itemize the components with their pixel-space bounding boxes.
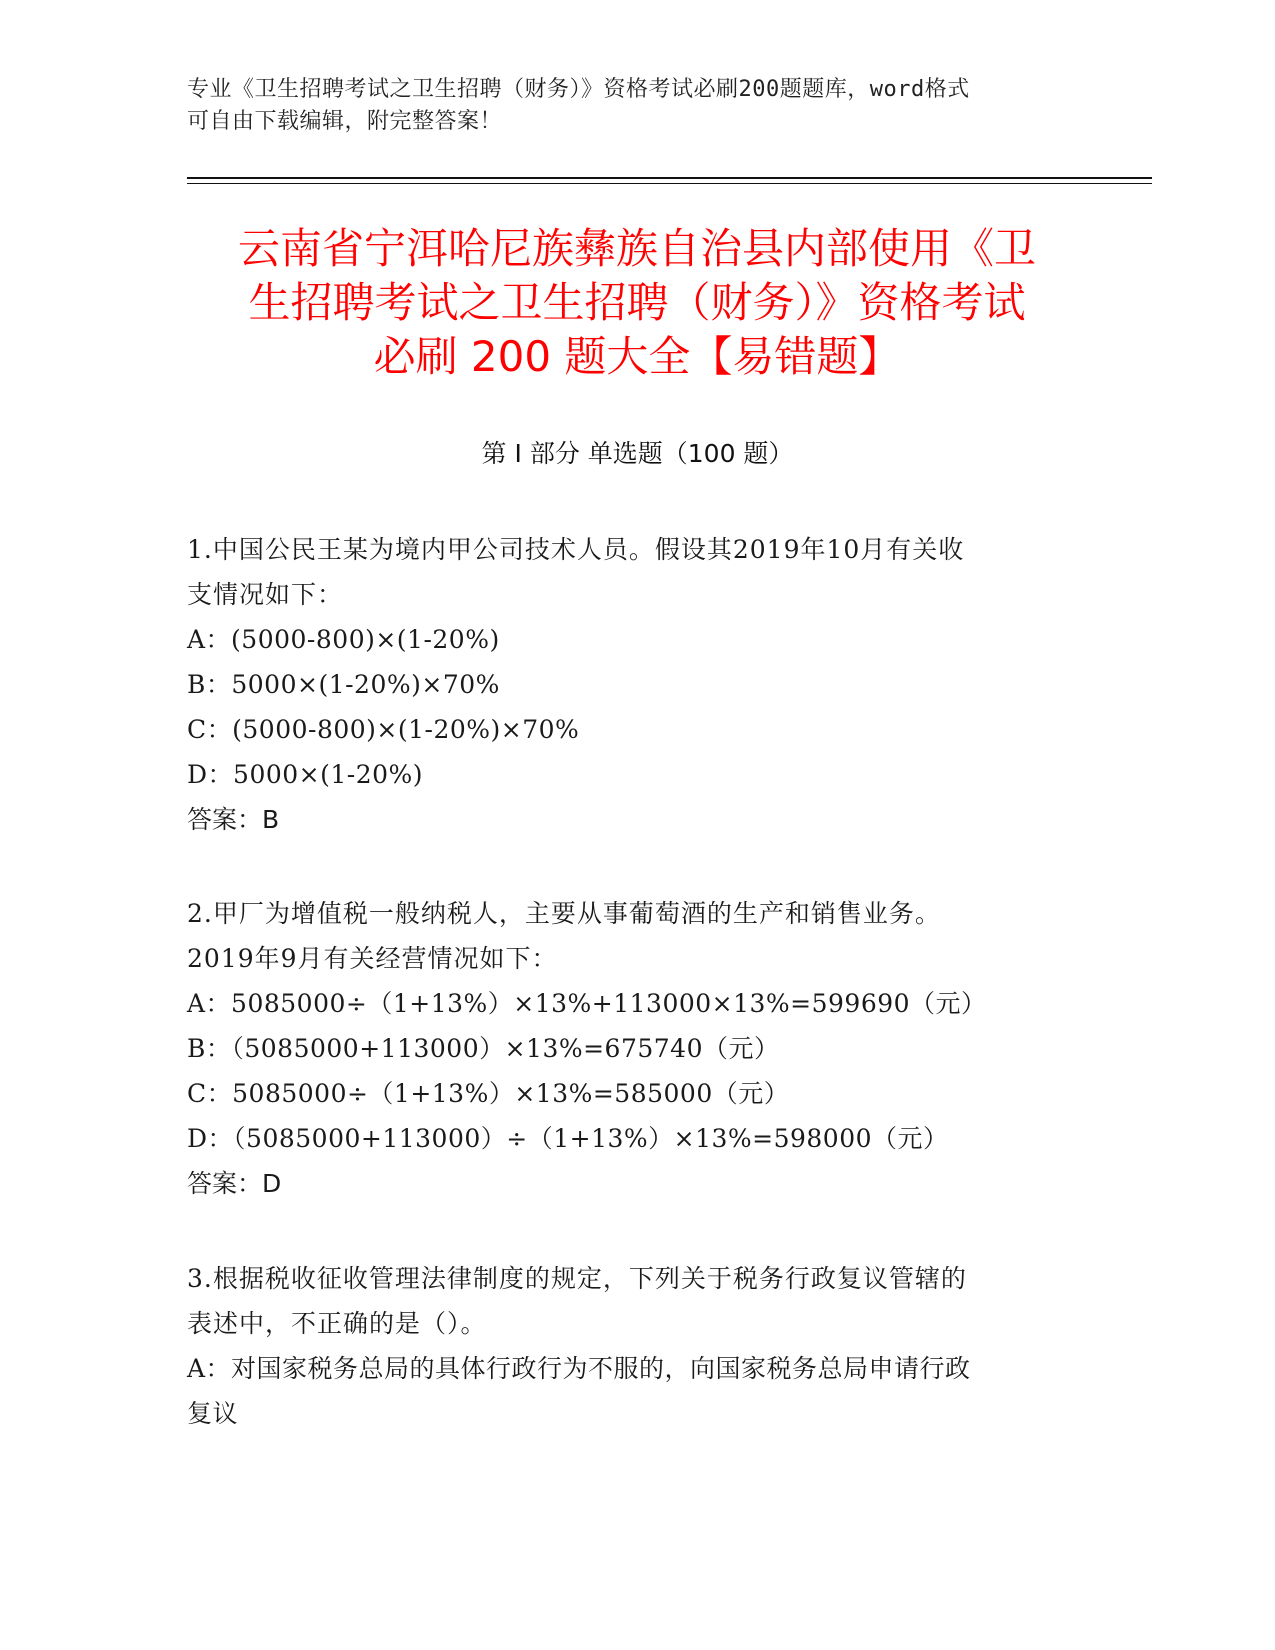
option-c: C：(5000-800)×(1-20%)×70%: [187, 715, 580, 744]
option-d: D：5000×(1-20%): [187, 760, 424, 789]
document-title-line-3: 必刷 200 题大全【易错题】: [373, 332, 901, 381]
question-text-line-2: 2019年9月有关经营情况如下：: [187, 944, 558, 973]
answer: 答案：D: [187, 1169, 282, 1198]
option-a: A：5085000÷（1+13%）×13%+113000×13%=599690（元）: [187, 989, 987, 1018]
option-a-continuation: 复议: [187, 1399, 239, 1428]
document-title: [187, 222, 1087, 384]
question-text-line-1: 1.中国公民王某为境内甲公司技术人员。假设其2019年10月有关收: [187, 535, 965, 564]
question-1: [187, 527, 1067, 842]
option-a: A：对国家税务总局的具体行政行为不服的，向国家税务总局申请行政: [187, 1354, 971, 1383]
document-title-line-1: 云南省宁洱哈尼族彝族自治县内部使用《卫: [237, 224, 1036, 273]
section-title: 第 I 部分 单选题（100 题）: [481, 439, 794, 468]
header-note-line-1: 专业《卫生招聘考试之卫生招聘（财务）》资格考试必刷200题题库，word格式: [187, 77, 970, 102]
question-text-line-1: 3.根据税收征收管理法律制度的规定，下列关于税务行政复议管辖的: [187, 1264, 967, 1293]
question-2: [187, 891, 1067, 1206]
header-note-line-2: 可自由下载编辑，附完整答案！: [187, 109, 503, 134]
option-c: C：5085000÷（1+13%）×13%=585000（元）: [187, 1079, 790, 1108]
header-note: [187, 74, 1067, 138]
option-b: B：5000×(1-20%)×70%: [187, 670, 500, 699]
option-d: D：（5085000+113000）÷（1+13%）×13%=598000（元）: [187, 1124, 949, 1153]
header-divider-thick: [187, 177, 1152, 179]
option-a: A：(5000-800)×(1-20%): [187, 625, 500, 654]
question-text-line-2: 表述中，不正确的是（）。: [187, 1309, 487, 1338]
answer: 答案：B: [187, 805, 280, 834]
option-b: B：（5085000+113000）×13%=675740（元）: [187, 1034, 780, 1063]
document-title-line-2: 生招聘考试之卫生招聘（财务）》资格考试: [248, 278, 1026, 327]
header-divider-thin: [187, 183, 1152, 184]
question-text-line-2: 支情况如下：: [187, 580, 344, 609]
question-3: [187, 1256, 1067, 1436]
question-text-line-1: 2.甲厂为增值税一般纳税人，主要从事葡萄酒的生产和销售业务。: [187, 899, 941, 928]
